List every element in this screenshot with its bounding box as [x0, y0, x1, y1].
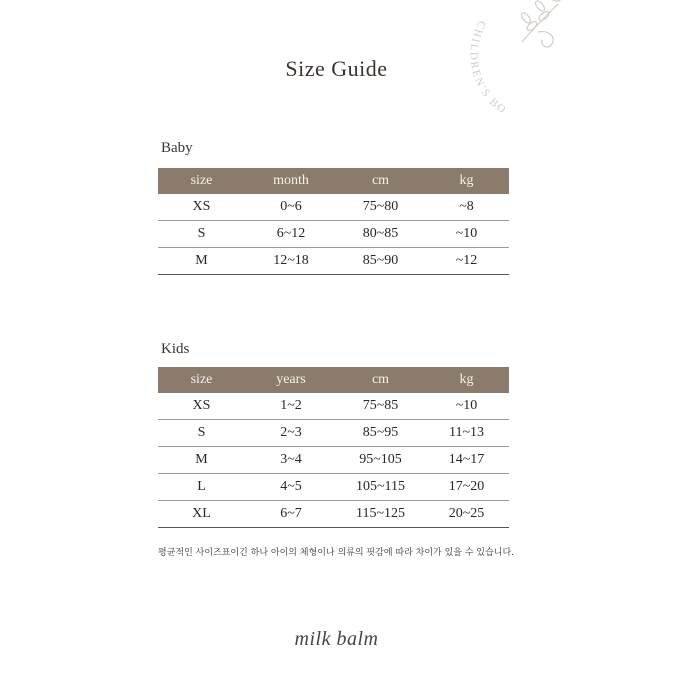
- cell-size: XL: [158, 501, 245, 528]
- kids-size-table: [158, 367, 509, 528]
- cell-cm: 105~115: [337, 474, 424, 501]
- cell-cm: 115~125: [337, 501, 424, 528]
- cell-size: M: [158, 248, 245, 275]
- table-row: [158, 420, 509, 447]
- header-cm: cm: [337, 168, 424, 194]
- cell-month: 12~18: [245, 248, 337, 275]
- cell-kg: 14~17: [424, 447, 509, 474]
- cell-month: 6~12: [245, 221, 337, 248]
- size-disclaimer-note: 평균적인 사이즈표이긴 하나 아이의 체형이나 의류의 핏감에 따라 차이가 있을 수 있습니다.: [158, 548, 515, 558]
- cell-kg: 20~25: [424, 501, 509, 528]
- table-row: [158, 393, 509, 420]
- cell-kg: 11~13: [424, 420, 509, 447]
- cell-kg: ~10: [424, 393, 509, 420]
- kids-section-label: Kids: [161, 341, 190, 357]
- header-kg: kg: [424, 367, 509, 393]
- table-header-row: [158, 168, 509, 194]
- cell-years: 6~7: [245, 501, 337, 528]
- cell-kg: ~10: [424, 221, 509, 248]
- table-header-row: [158, 367, 509, 393]
- cell-size: S: [158, 221, 245, 248]
- header-cm: cm: [337, 367, 424, 393]
- cell-size: S: [158, 420, 245, 447]
- cell-cm: 75~85: [337, 393, 424, 420]
- table-row: [158, 221, 509, 248]
- cell-years: 3~4: [245, 447, 337, 474]
- cell-years: 2~3: [245, 420, 337, 447]
- page-title: Size Guide: [285, 56, 388, 81]
- cell-cm: 95~105: [337, 447, 424, 474]
- baby-section-label: Baby: [161, 140, 193, 156]
- cell-kg: 17~20: [424, 474, 509, 501]
- table-row: [158, 194, 509, 221]
- header-size: size: [158, 168, 245, 194]
- leaf-branch-icon: [520, 0, 562, 47]
- table-row: [158, 474, 509, 501]
- table-row: [158, 447, 509, 474]
- table-row: [158, 501, 509, 528]
- cell-kg: ~8: [424, 194, 509, 221]
- header-month: month: [245, 168, 337, 194]
- cell-month: 0~6: [245, 194, 337, 221]
- header-years: years: [245, 367, 337, 393]
- baby-size-table: [158, 168, 509, 275]
- cell-size: L: [158, 474, 245, 501]
- header-kg: kg: [424, 168, 509, 194]
- cell-size: XS: [158, 393, 245, 420]
- cell-size: M: [158, 447, 245, 474]
- header-size: size: [158, 367, 245, 393]
- cell-cm: 80~85: [337, 221, 424, 248]
- cell-years: 4~5: [245, 474, 337, 501]
- cell-kg: ~12: [424, 248, 509, 275]
- table-row: [158, 248, 509, 275]
- cell-years: 1~2: [245, 393, 337, 420]
- cell-cm: 75~80: [337, 194, 424, 221]
- cell-cm: 85~95: [337, 420, 424, 447]
- cell-size: XS: [158, 194, 245, 221]
- cell-cm: 85~90: [337, 248, 424, 275]
- seal-text: CHILDREN'S BO: [467, 18, 510, 118]
- brand-logo: milk balm: [294, 628, 379, 650]
